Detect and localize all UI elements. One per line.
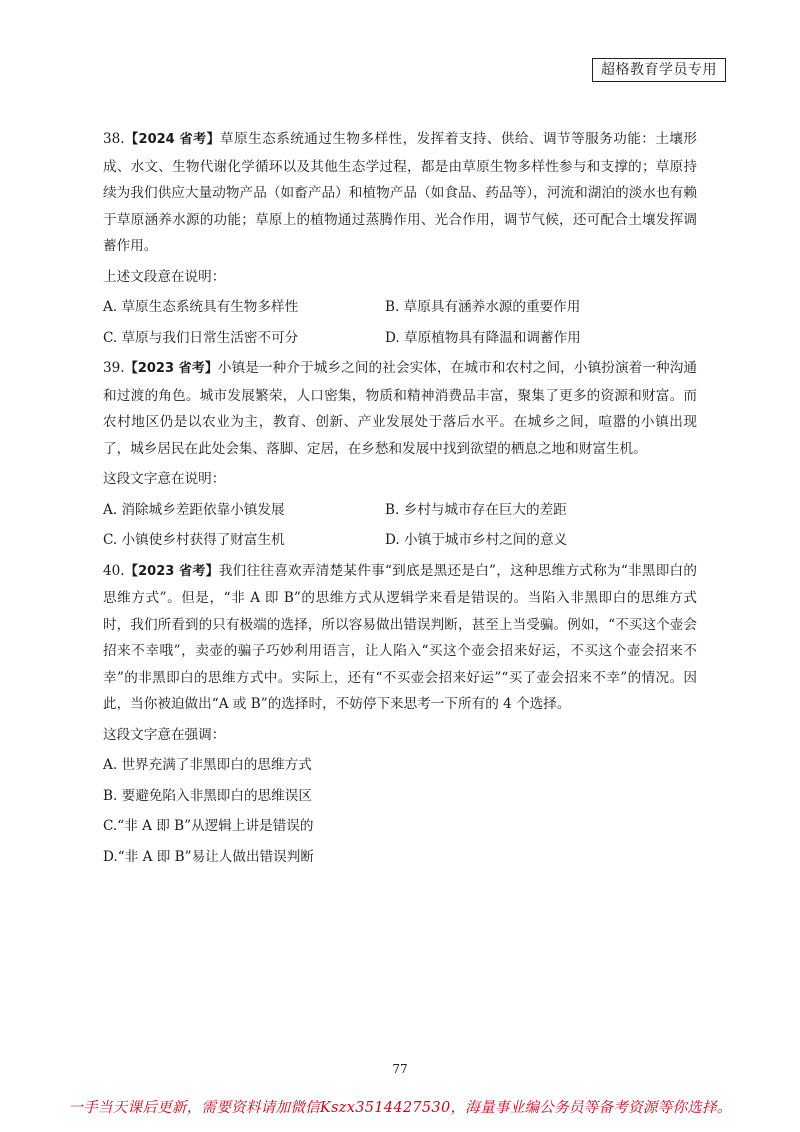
option-d[interactable]: D. 小镇于城市乡村之间的意义 bbox=[385, 532, 568, 548]
question-40 bbox=[103, 558, 697, 871]
footer-note: 一手当天课后更新，需要资料请加微信Kszx3514427530，海量事业编公务员等备考资源等你选择。 bbox=[68, 1100, 732, 1116]
option-list bbox=[103, 752, 697, 870]
option-b[interactable]: B. 要避免陷入非黑即白的思维误区 bbox=[103, 787, 312, 804]
option-a[interactable]: A. 草原生态系统具有生物多样性 bbox=[103, 299, 299, 315]
question-tag: 【2023 省考】 bbox=[124, 563, 219, 579]
option-list bbox=[103, 497, 697, 554]
header-label: 超格教育学员专用 bbox=[592, 58, 726, 82]
question-number: 38. bbox=[103, 131, 125, 147]
question-number: 39. bbox=[103, 360, 125, 376]
option-b[interactable]: B. 草原具有涵养水源的重要作用 bbox=[385, 299, 581, 315]
option-list bbox=[103, 294, 697, 351]
page-number: 77 bbox=[392, 1062, 408, 1076]
question-text: 草原生态系统通过生物多样性，发挥着支持、供给、调节等服务功能：土壤形成、水文、生物代谢化学循环以及其他生态学过程，都是由草原生物多样性参与和支撑的；草原持续为我们供应大量动物产品（如畜产品）和植物产品（如食品、药品等），河流和湖泊的淡水也有赖于草原涵养水源的功能；草原上的植物通过蒸腾作用、光合作用，调节气候，还可配合土壤发挥调蓄作用。 bbox=[103, 131, 697, 254]
question-prompt: 上述文段意在说明： bbox=[103, 268, 226, 285]
question-tag: 【2023 省考】 bbox=[124, 361, 218, 376]
question-text: 我们往往喜欢弄清楚某件事“到底是黑还是白”，这种思维方式称为“非黑即白的思维方式”。但是，“非 A 即 B”的思维方式从逻辑学来看是错误的。当陷入非黑即白的思维方式时，我们所看到的只有极端的选择，所以容易做出错误判断，甚至上当受骗。例如，“不买这个壶会招来不幸哦”，卖壶的骗子巧妙利用语言，让人陷入“买这个壶会招来好运，不买这个壶会招来不幸”的非黑即白的思维方式中。实际上，还有“不买壶会招来好运”“买了壶会招来不幸”的情况。因此，当你被迫做出“A 或 B”的选择时，不妨停下来思考一下所有的 4 个选择。 bbox=[103, 562, 697, 712]
option-c[interactable]: C. 草原与我们日常生活密不可分 bbox=[103, 329, 299, 346]
question-38 bbox=[103, 126, 697, 351]
question-39 bbox=[103, 355, 697, 554]
option-c[interactable]: C. 小镇使乡村获得了财富生机 bbox=[103, 532, 285, 548]
option-a[interactable]: A. 消除城乡差距依靠小镇发展 bbox=[103, 501, 285, 518]
option-b[interactable]: B. 乡村与城市存在巨大的差距 bbox=[385, 501, 567, 518]
option-c[interactable]: C.“非 A 即 B”从逻辑上讲是错误的 bbox=[103, 818, 314, 834]
question-prompt: 这段文字意在强调： bbox=[103, 726, 226, 743]
option-d[interactable]: D. 草原植物具有降温和调蓄作用 bbox=[385, 329, 581, 346]
question-number: 40. bbox=[103, 562, 125, 579]
option-a[interactable]: A. 世界充满了非黑即白的思维方式 bbox=[103, 757, 312, 773]
question-tag: 【2024 省考】 bbox=[124, 132, 221, 147]
question-text: 小镇是一种介于城乡之间的社会实体，在城市和农村之间，小镇扮演着一种沟通和过渡的角色。城市发展繁荣，人口密集，物质和精神消费品丰富，聚集了更多的资源和财富。而农村地区仍是以农业为主，教育、创新、产业发展处于落后水平。在城乡之间，喧嚣的小镇出现了，城乡居民在此处会集、落脚、定居，在乡愁和发展中找到欲望的栖息之地和财富生机。 bbox=[103, 360, 697, 457]
question-prompt: 这段文字意在说明： bbox=[103, 471, 226, 487]
question-content bbox=[103, 126, 697, 874]
option-d[interactable]: D.“非 A 即 B”易让人做出错误判断 bbox=[103, 848, 314, 865]
